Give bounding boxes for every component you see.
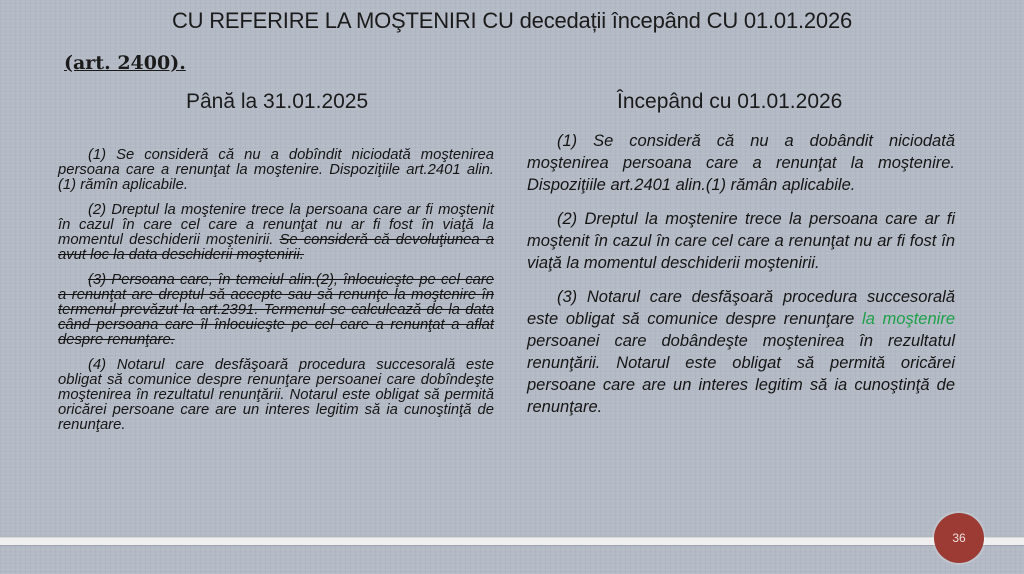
right-paragraph-3-before: (3) Notarul care desfăşoară procedura succesorală este obligat să comunice despre renunţare bbox=[527, 288, 955, 328]
right-paragraph-3 bbox=[527, 286, 955, 418]
right-column-heading: Începând cu 01.01.2026 bbox=[617, 90, 843, 113]
right-paragraph-1: (1) Se consideră că nu a dobândit niciodată moştenirea persoana care a renunţat la moştenire. Dispoziţiile art.2401 alin.(1) rămân aplicabile. bbox=[527, 132, 955, 194]
right-paragraph-2: (2) Dreptul la moştenire trece la persoana care ar fi moştenit în cazul în care cel care a renunţat nu ar fi fost în viaţă la momentul deschiderii moştenirii. bbox=[527, 210, 955, 272]
footer-divider bbox=[0, 537, 1024, 546]
left-paragraph-3-struck: (3) Persoana care, în temeiul alin.(2), înlocuieşte pe cel care a renunţat are dreptul să accepte sau să renunţe la moştenire în termenul prevăzut la art.2391. Termenul se calculează de la data când persoana care îl înlocuieşte pe cel care a renunţat a aflat despre renunţare. bbox=[58, 272, 494, 348]
left-column-heading: Până la 31.01.2025 bbox=[186, 90, 369, 113]
right-column-text bbox=[527, 130, 955, 430]
left-paragraph-2-struck: Se consideră că devoluţiunea a avut loc la data deschiderii moştenirii. bbox=[58, 232, 494, 263]
right-paragraph-3-after: persoanei care dobândeşte moştenirea în rezultatul renunţării. Notarul este obligat să permită oricărei persoane care are un interes legitim să ia cunoştinţă de renunţare. bbox=[527, 332, 955, 416]
left-paragraph-4: (4) Notarul care desfăşoară procedura succesorală este obligat să comunice despre renunţare persoanei care dobîndeşte moştenirea în rezultatul renunţării. Notarul este obligat să permită oricărei persoane care are un interes legitim să ia cunoştinţă de renunţare. bbox=[58, 357, 494, 433]
left-paragraph-2 bbox=[58, 203, 494, 263]
left-paragraph-2-text: (2) Dreptul la moştenire trece la persoana care ar fi moştenit în cazul în care cel care a renunţat nu ar fi fost în viaţă la momentul deschiderii moştenirii. bbox=[58, 202, 494, 248]
slide-title: CU REFERIRE LA MOŞTENIRI CU decedații începând CU 01.01.2026 bbox=[171, 8, 853, 33]
right-paragraph-3-highlight: la moştenire bbox=[862, 310, 955, 328]
left-paragraph-1: (1) Se consideră că nu a dobîndit niciodată moştenirea persoana care a renunţat la moştenire. Dispoziţiile art.2401 alin.(1) rămîn aplicabile. bbox=[58, 147, 494, 193]
slide-subtitle: (art. 2400). bbox=[64, 52, 186, 74]
page-number-badge: 36 bbox=[934, 513, 984, 563]
left-column-text bbox=[58, 148, 494, 443]
